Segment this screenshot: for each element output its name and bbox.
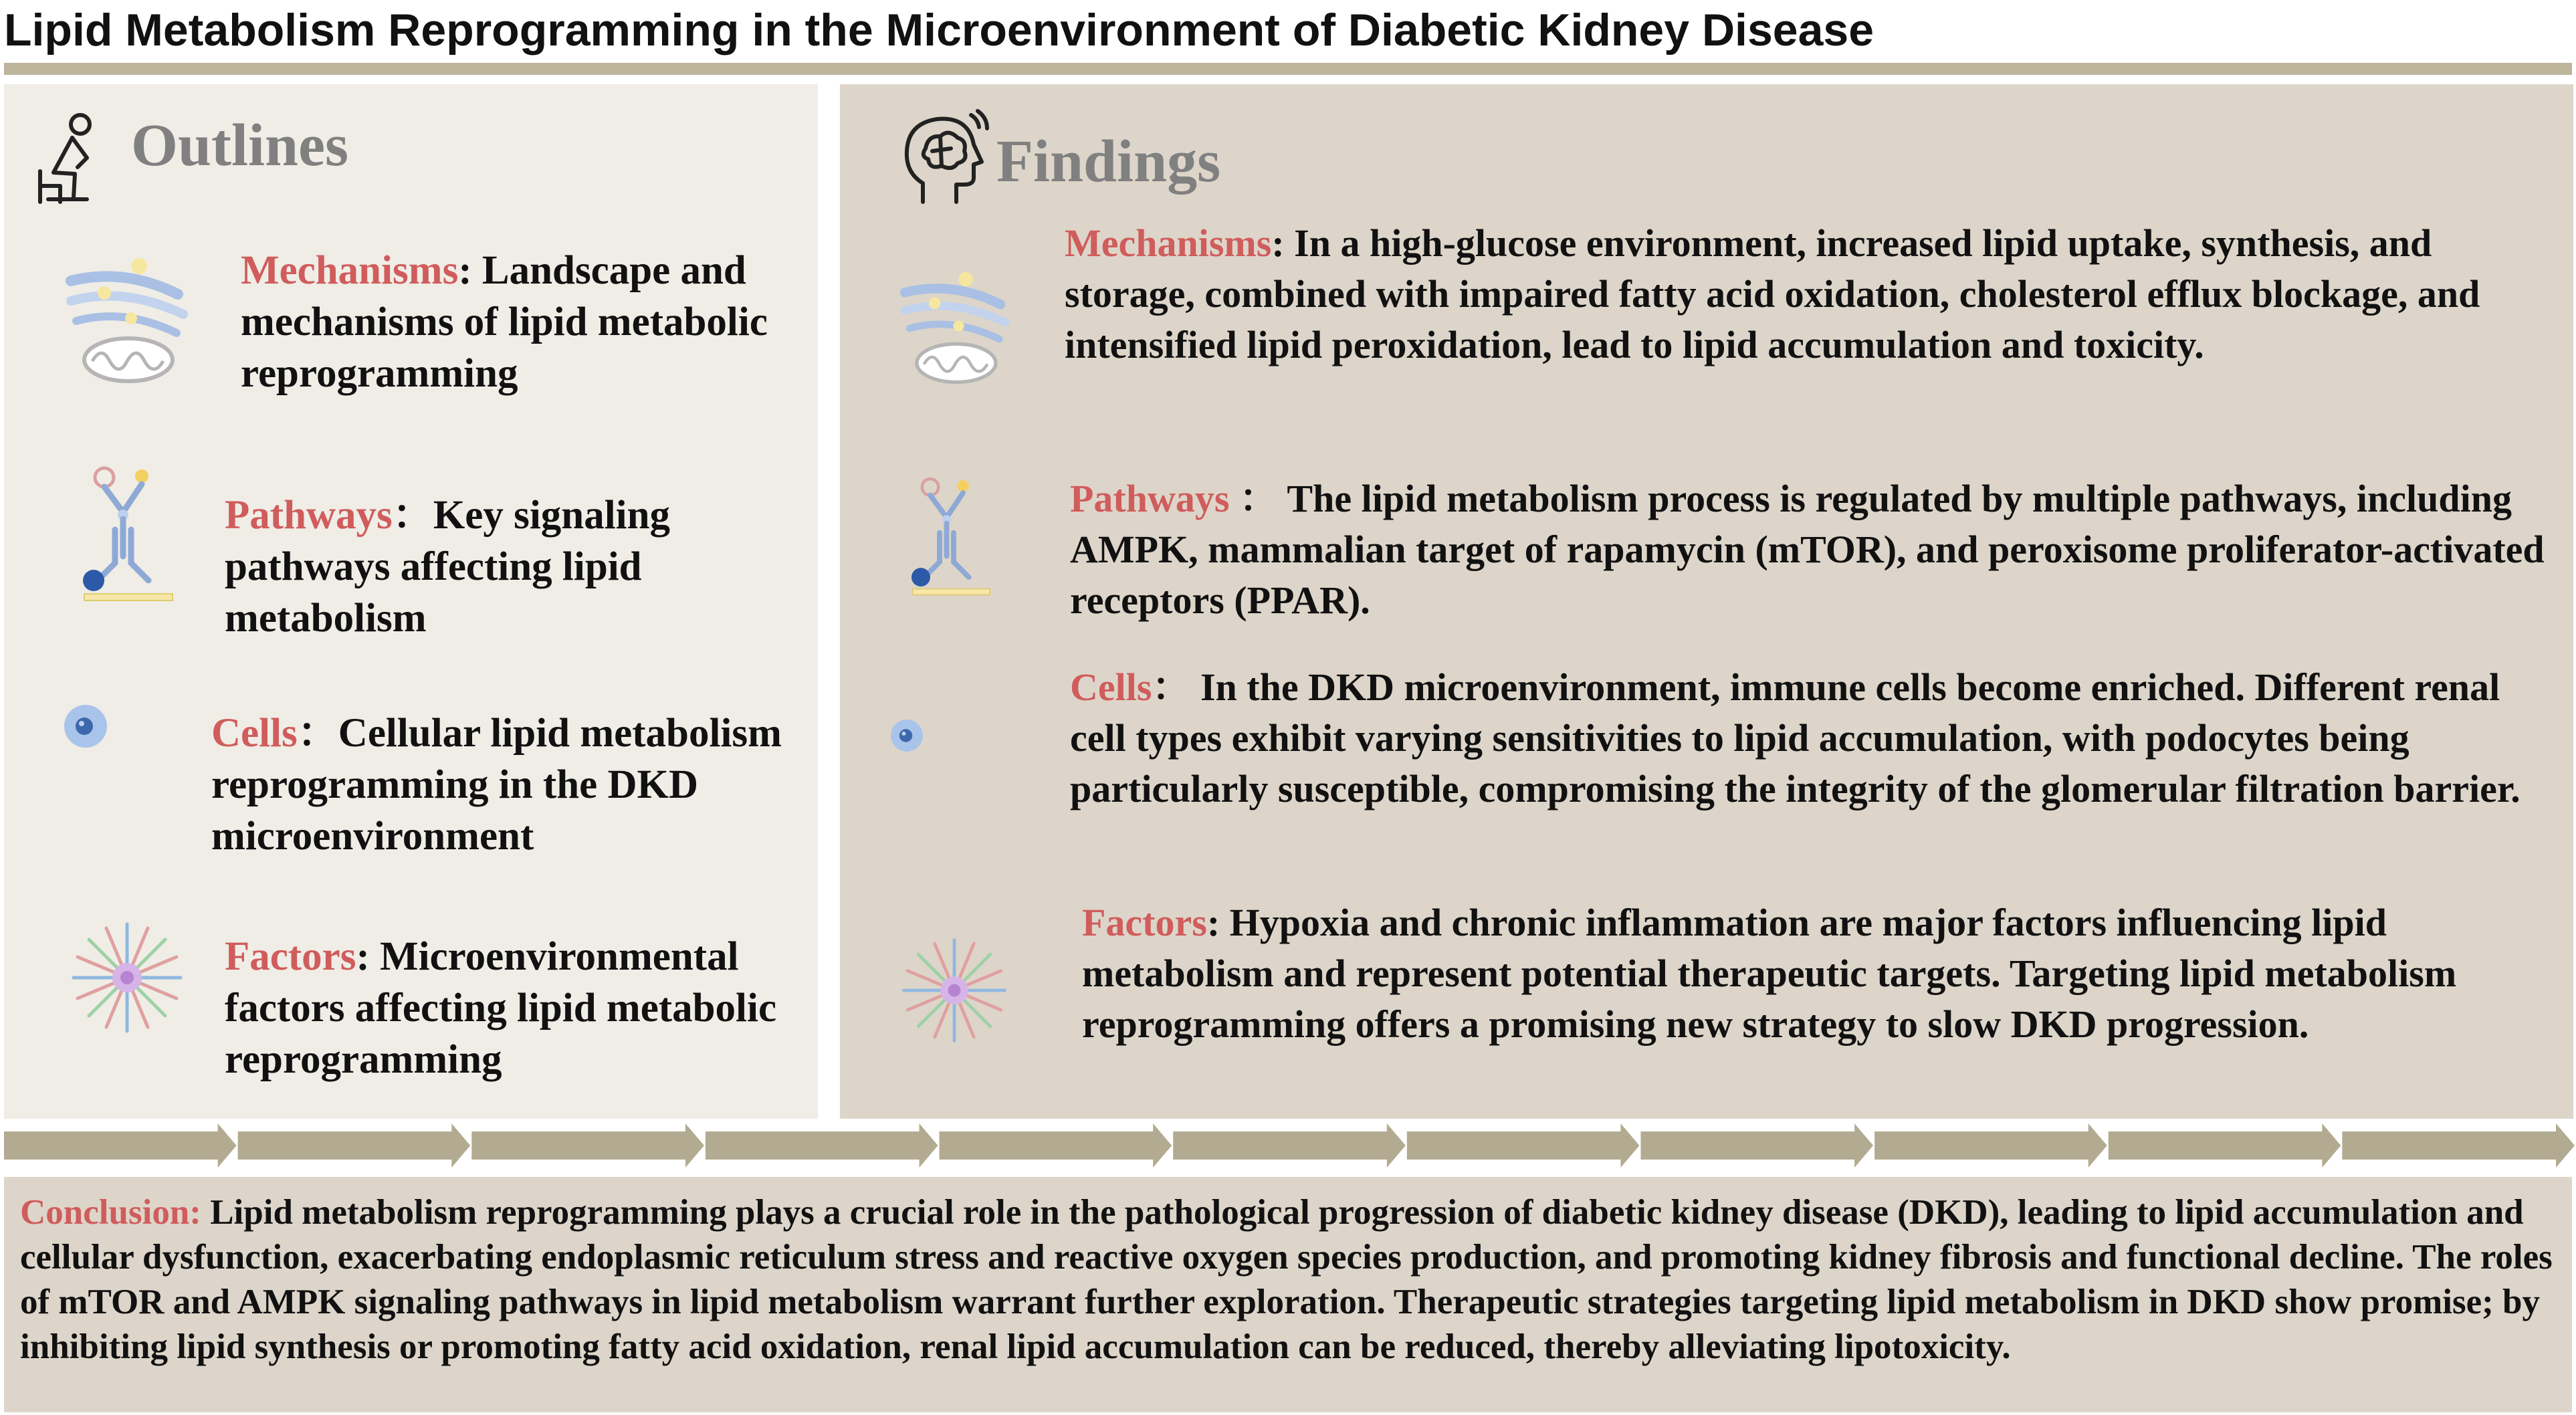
chevron-arrow-icon (471, 1123, 704, 1168)
chevron-arrow-icon (1173, 1123, 1406, 1168)
arrow-strip (4, 1123, 2576, 1168)
chevron-arrow-icon (2109, 1123, 2341, 1168)
receptor-icon (78, 463, 185, 603)
chevron-arrow-icon (4, 1123, 237, 1168)
chevron-arrow-icon (940, 1123, 1172, 1168)
outline-item-cells: Cells：Cellular lipid metabolism reprogramming in the DKD microenvironment (211, 711, 782, 859)
chevron-arrow-icon (2342, 1123, 2575, 1168)
micelle-icon (897, 934, 1011, 1047)
outlines-heading: Outlines (131, 112, 349, 179)
micelle-icon (67, 917, 187, 1038)
chevron-arrow-icon (1874, 1123, 2107, 1168)
finding-item-cells: Cells： In the DKD microenvironment, immune cells become enriched. Different renal cell types exhibit varying sensitivities to lipid accumulation, with podocytes being particularly susceptible, compromising the integrity of the glomerular filtration barrier. (1070, 665, 2520, 810)
conclusion-text: Conclusion: Lipid metabolism reprogramming plays a crucial role in the pathological progression of diabetic kidney disease (DKD), leading to lipid accumulation and cellular dysfunction, exacerbating endoplasmic reticulum stress and reactive oxygen species production, and promoting kidney fibrosis and functional decline. The roles of mTOR and AMPK signaling pathways in lipid metabolism warrant further exploration. Therapeutic strategies targeting lipid metabolism in DKD show promise; by inhibiting lipid synthesis or promoting fatty acid oxidation, renal lipid accumulation can be reduced, thereby alleviating lipotoxicity. (20, 1193, 2553, 1366)
chevron-arrow-icon (238, 1123, 471, 1168)
finding-keyword-pathways: Pathways (1070, 477, 1230, 520)
findings-panel (840, 84, 2573, 1119)
outline-keyword-factors: Factors (225, 934, 356, 979)
outline-item-factors: Factors: Microenvironmental factors affecting lipid metabolic reprogramming (225, 934, 777, 1082)
finding-item-factors: Factors: Hypoxia and chronic inflammation are major factors influencing lipid metabolism and represent potential therapeutic targets. Targeting lipid metabolism reprogramming offers a promising new strategy to slow DKD progression. (1082, 901, 2457, 1046)
thinking-person-icon (33, 111, 107, 205)
page-title: Lipid Metabolism Reprogramming in the Microenvironment of Diabetic Kidney Disease (4, 5, 1874, 56)
finding-item-mechanisms: Mechanisms: In a high-glucose environment, increased lipid uptake, synthesis, and storage, combined with impaired fatty acid oxidation, cholesterol efflux blockage, and intensified lipid peroxidation, lead to lipid accumulation and toxicity. (1065, 221, 2480, 366)
organelle-icon (64, 254, 191, 388)
conclusion-panel (4, 1177, 2572, 1412)
outlines-panel (4, 84, 818, 1119)
receptor-icon (907, 472, 1000, 599)
outline-keyword-mechanisms: Mechanisms (241, 248, 459, 293)
chevron-arrow-icon (1407, 1123, 1640, 1168)
organelle-icon (899, 265, 1012, 392)
finding-keyword-cells: Cells (1070, 665, 1152, 709)
chevron-arrow-icon (706, 1123, 938, 1168)
brain-head-icon (899, 108, 992, 209)
cell-icon (887, 716, 927, 756)
finding-keyword-factors: Factors (1082, 901, 1207, 944)
cell-icon (59, 699, 112, 753)
outline-item-pathways: Pathways：Key signaling pathways affecting lipid metabolism (225, 493, 671, 641)
findings-heading: Findings (996, 128, 1221, 195)
outline-item-mechanisms: Mechanisms: Landscape and mechanisms of lipid metabolic reprogramming (241, 248, 768, 396)
title-divider (4, 63, 2572, 75)
outline-keyword-cells: Cells (211, 711, 298, 756)
finding-item-pathways: Pathways ： The lipid metabolism process is regulated by multiple pathways, including AMPK, mammalian target of rapamycin (mTOR), and peroxisome proliferator-activated receptors (PPAR). (1070, 477, 2545, 622)
finding-keyword-mechanisms: Mechanisms (1065, 221, 1272, 265)
chevron-arrow-icon (1640, 1123, 1873, 1168)
outline-keyword-pathways: Pathways (225, 493, 393, 538)
conclusion-keyword: Conclusion: (20, 1193, 201, 1232)
